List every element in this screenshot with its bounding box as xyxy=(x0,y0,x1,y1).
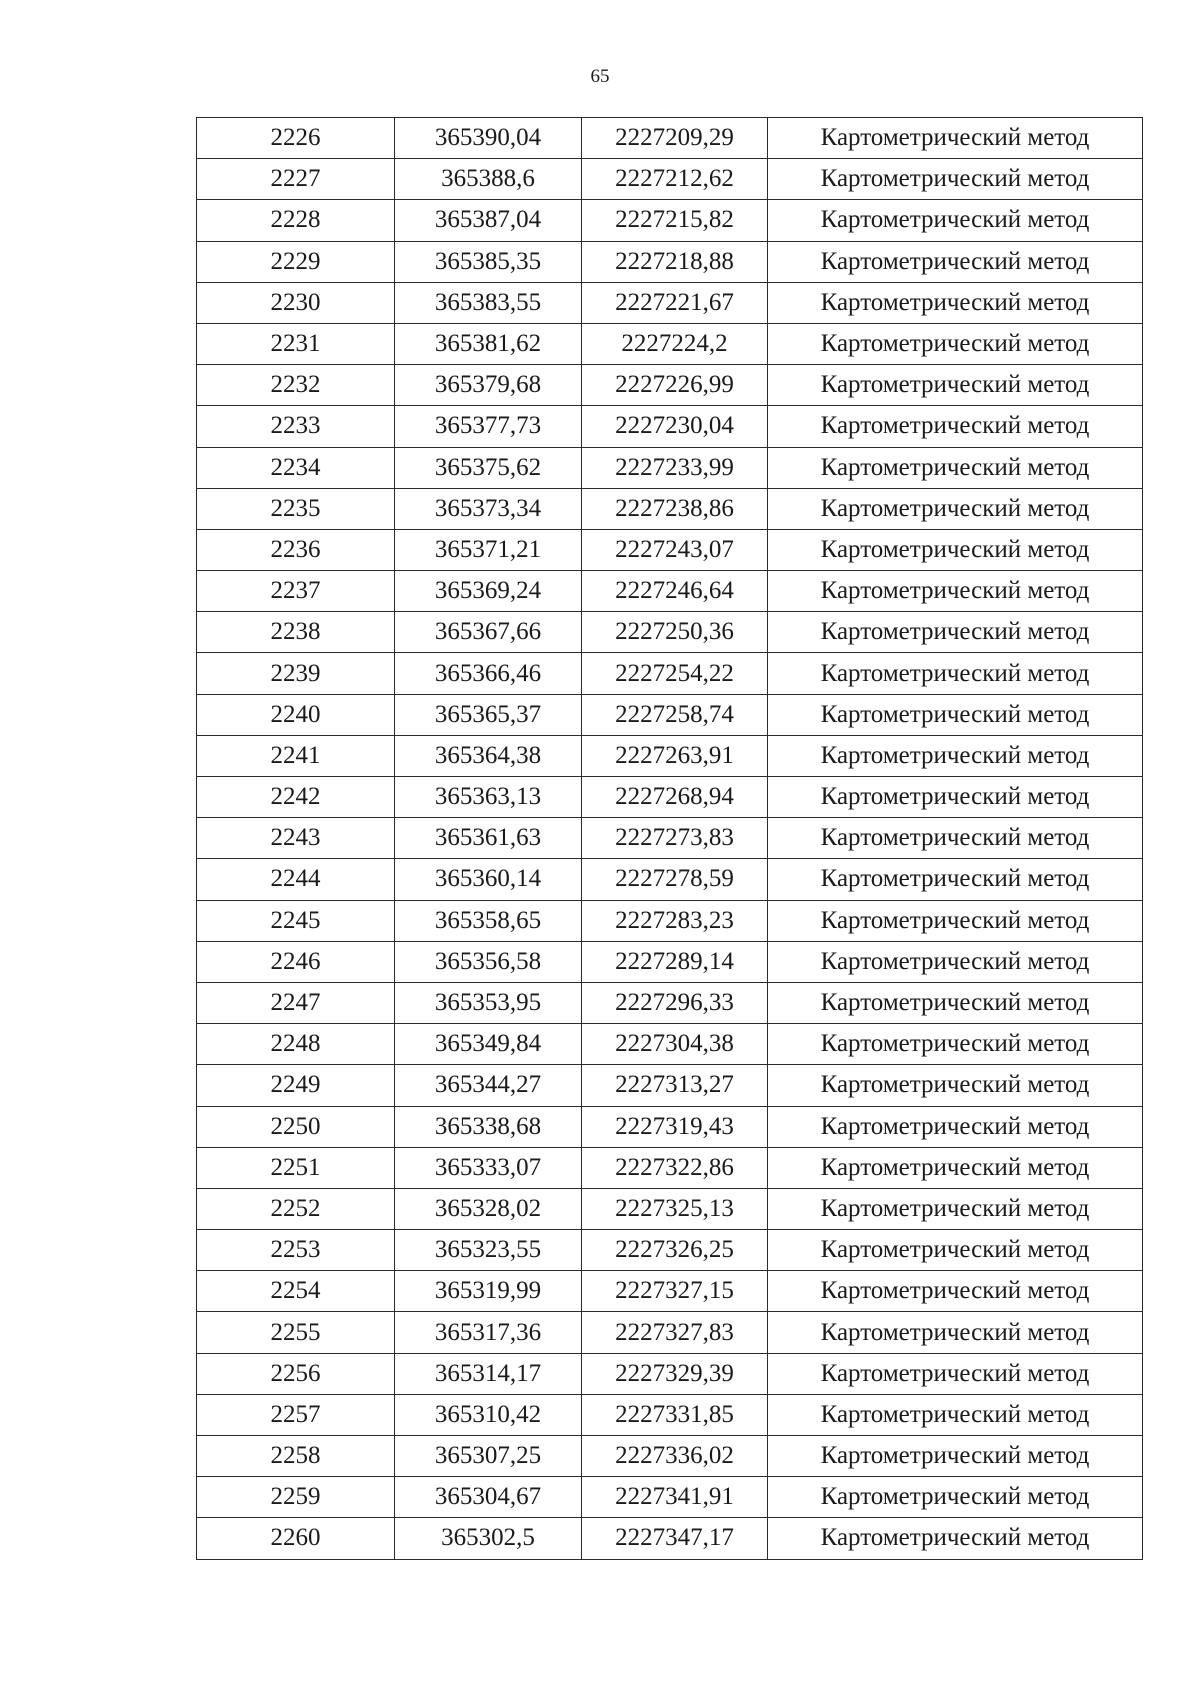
table-row xyxy=(197,777,1143,818)
x-coordinate-cell: 365371,21 xyxy=(395,529,582,570)
table-row xyxy=(197,1312,1143,1353)
table-row xyxy=(197,941,1143,982)
table-row xyxy=(197,1024,1143,1065)
y-coordinate-cell: 2227278,59 xyxy=(582,859,768,900)
y-coordinate-cell: 2227258,74 xyxy=(582,694,768,735)
method-cell: Картометрический метод xyxy=(768,1065,1143,1106)
point-number-cell: 2251 xyxy=(197,1147,395,1188)
table-row xyxy=(197,488,1143,529)
table-row xyxy=(197,1106,1143,1147)
table-row xyxy=(197,1230,1143,1271)
x-coordinate-cell: 365319,99 xyxy=(395,1271,582,1312)
table-row xyxy=(197,694,1143,735)
method-cell: Картометрический метод xyxy=(768,941,1143,982)
x-coordinate-cell: 365373,34 xyxy=(395,488,582,529)
point-number-cell: 2231 xyxy=(197,323,395,364)
x-coordinate-cell: 365375,62 xyxy=(395,447,582,488)
x-coordinate-cell: 365366,46 xyxy=(395,653,582,694)
x-coordinate-cell: 365369,24 xyxy=(395,571,582,612)
x-coordinate-cell: 365363,13 xyxy=(395,777,582,818)
y-coordinate-cell: 2227322,86 xyxy=(582,1147,768,1188)
table-row xyxy=(197,323,1143,364)
table-row xyxy=(197,612,1143,653)
y-coordinate-cell: 2227233,99 xyxy=(582,447,768,488)
table-row xyxy=(197,653,1143,694)
method-cell: Картометрический метод xyxy=(768,118,1143,159)
table-row xyxy=(197,1477,1143,1518)
table-row xyxy=(197,859,1143,900)
method-cell: Картометрический метод xyxy=(768,818,1143,859)
y-coordinate-cell: 2227250,36 xyxy=(582,612,768,653)
table-row xyxy=(197,982,1143,1023)
method-cell: Картометрический метод xyxy=(768,1353,1143,1394)
table-row xyxy=(197,118,1143,159)
x-coordinate-cell: 365356,58 xyxy=(395,941,582,982)
point-number-cell: 2243 xyxy=(197,818,395,859)
point-number-cell: 2254 xyxy=(197,1271,395,1312)
method-cell: Картометрический метод xyxy=(768,1436,1143,1477)
x-coordinate-cell: 365304,67 xyxy=(395,1477,582,1518)
x-coordinate-cell: 365353,95 xyxy=(395,982,582,1023)
method-cell: Картометрический метод xyxy=(768,1312,1143,1353)
table-row xyxy=(197,735,1143,776)
point-number-cell: 2250 xyxy=(197,1106,395,1147)
x-coordinate-cell: 365385,35 xyxy=(395,241,582,282)
table-row xyxy=(197,1518,1143,1559)
x-coordinate-cell: 365381,62 xyxy=(395,323,582,364)
table-row xyxy=(197,365,1143,406)
table-row xyxy=(197,571,1143,612)
y-coordinate-cell: 2227283,23 xyxy=(582,900,768,941)
x-coordinate-cell: 365333,07 xyxy=(395,1147,582,1188)
method-cell: Картометрический метод xyxy=(768,323,1143,364)
point-number-cell: 2238 xyxy=(197,612,395,653)
x-coordinate-cell: 365344,27 xyxy=(395,1065,582,1106)
point-number-cell: 2237 xyxy=(197,571,395,612)
point-number-cell: 2244 xyxy=(197,859,395,900)
point-number-cell: 2248 xyxy=(197,1024,395,1065)
point-number-cell: 2252 xyxy=(197,1188,395,1229)
x-coordinate-cell: 365317,36 xyxy=(395,1312,582,1353)
y-coordinate-cell: 2227289,14 xyxy=(582,941,768,982)
x-coordinate-cell: 365383,55 xyxy=(395,282,582,323)
point-number-cell: 2230 xyxy=(197,282,395,323)
method-cell: Картометрический метод xyxy=(768,571,1143,612)
table-row xyxy=(197,1436,1143,1477)
table-row xyxy=(197,1353,1143,1394)
y-coordinate-cell: 2227212,62 xyxy=(582,159,768,200)
y-coordinate-cell: 2227327,83 xyxy=(582,1312,768,1353)
y-coordinate-cell: 2227230,04 xyxy=(582,406,768,447)
point-number-cell: 2227 xyxy=(197,159,395,200)
point-number-cell: 2236 xyxy=(197,529,395,570)
x-coordinate-cell: 365365,37 xyxy=(395,694,582,735)
point-number-cell: 2235 xyxy=(197,488,395,529)
method-cell: Картометрический метод xyxy=(768,1147,1143,1188)
y-coordinate-cell: 2227273,83 xyxy=(582,818,768,859)
y-coordinate-cell: 2227263,91 xyxy=(582,735,768,776)
coordinates-table xyxy=(196,117,1143,1560)
coordinates-table-body xyxy=(197,118,1143,1560)
method-cell: Картометрический метод xyxy=(768,447,1143,488)
table-row xyxy=(197,1394,1143,1435)
point-number-cell: 2239 xyxy=(197,653,395,694)
y-coordinate-cell: 2227313,27 xyxy=(582,1065,768,1106)
y-coordinate-cell: 2227254,22 xyxy=(582,653,768,694)
y-coordinate-cell: 2227218,88 xyxy=(582,241,768,282)
x-coordinate-cell: 365364,38 xyxy=(395,735,582,776)
y-coordinate-cell: 2227327,15 xyxy=(582,1271,768,1312)
table-row xyxy=(197,900,1143,941)
point-number-cell: 2253 xyxy=(197,1230,395,1271)
y-coordinate-cell: 2227226,99 xyxy=(582,365,768,406)
method-cell: Картометрический метод xyxy=(768,777,1143,818)
method-cell: Картометрический метод xyxy=(768,1477,1143,1518)
method-cell: Картометрический метод xyxy=(768,200,1143,241)
x-coordinate-cell: 365310,42 xyxy=(395,1394,582,1435)
method-cell: Картометрический метод xyxy=(768,982,1143,1023)
point-number-cell: 2256 xyxy=(197,1353,395,1394)
method-cell: Картометрический метод xyxy=(768,159,1143,200)
method-cell: Картометрический метод xyxy=(768,1024,1143,1065)
table-row xyxy=(197,200,1143,241)
point-number-cell: 2255 xyxy=(197,1312,395,1353)
table-row xyxy=(197,1271,1143,1312)
point-number-cell: 2242 xyxy=(197,777,395,818)
y-coordinate-cell: 2227304,38 xyxy=(582,1024,768,1065)
x-coordinate-cell: 365307,25 xyxy=(395,1436,582,1477)
table-row xyxy=(197,1065,1143,1106)
y-coordinate-cell: 2227246,64 xyxy=(582,571,768,612)
y-coordinate-cell: 2227319,43 xyxy=(582,1106,768,1147)
method-cell: Картометрический метод xyxy=(768,859,1143,900)
y-coordinate-cell: 2227238,86 xyxy=(582,488,768,529)
y-coordinate-cell: 2227336,02 xyxy=(582,1436,768,1477)
point-number-cell: 2234 xyxy=(197,447,395,488)
y-coordinate-cell: 2227331,85 xyxy=(582,1394,768,1435)
x-coordinate-cell: 365390,04 xyxy=(395,118,582,159)
x-coordinate-cell: 365323,55 xyxy=(395,1230,582,1271)
x-coordinate-cell: 365338,68 xyxy=(395,1106,582,1147)
method-cell: Картометрический метод xyxy=(768,735,1143,776)
y-coordinate-cell: 2227329,39 xyxy=(582,1353,768,1394)
y-coordinate-cell: 2227326,25 xyxy=(582,1230,768,1271)
point-number-cell: 2241 xyxy=(197,735,395,776)
method-cell: Картометрический метод xyxy=(768,488,1143,529)
x-coordinate-cell: 365367,66 xyxy=(395,612,582,653)
point-number-cell: 2260 xyxy=(197,1518,395,1559)
table-row xyxy=(197,818,1143,859)
x-coordinate-cell: 365388,6 xyxy=(395,159,582,200)
point-number-cell: 2259 xyxy=(197,1477,395,1518)
point-number-cell: 2229 xyxy=(197,241,395,282)
method-cell: Картометрический метод xyxy=(768,1271,1143,1312)
method-cell: Картометрический метод xyxy=(768,1188,1143,1229)
method-cell: Картометрический метод xyxy=(768,406,1143,447)
y-coordinate-cell: 2227296,33 xyxy=(582,982,768,1023)
x-coordinate-cell: 365358,65 xyxy=(395,900,582,941)
x-coordinate-cell: 365379,68 xyxy=(395,365,582,406)
method-cell: Картометрический метод xyxy=(768,529,1143,570)
y-coordinate-cell: 2227215,82 xyxy=(582,200,768,241)
table-row xyxy=(197,406,1143,447)
table-row xyxy=(197,241,1143,282)
x-coordinate-cell: 365314,17 xyxy=(395,1353,582,1394)
point-number-cell: 2247 xyxy=(197,982,395,1023)
method-cell: Картометрический метод xyxy=(768,653,1143,694)
y-coordinate-cell: 2227341,91 xyxy=(582,1477,768,1518)
point-number-cell: 2257 xyxy=(197,1394,395,1435)
x-coordinate-cell: 365302,5 xyxy=(395,1518,582,1559)
y-coordinate-cell: 2227224,2 xyxy=(582,323,768,364)
y-coordinate-cell: 2227209,29 xyxy=(582,118,768,159)
method-cell: Картометрический метод xyxy=(768,1230,1143,1271)
y-coordinate-cell: 2227243,07 xyxy=(582,529,768,570)
method-cell: Картометрический метод xyxy=(768,694,1143,735)
method-cell: Картометрический метод xyxy=(768,900,1143,941)
method-cell: Картометрический метод xyxy=(768,282,1143,323)
method-cell: Картометрический метод xyxy=(768,612,1143,653)
x-coordinate-cell: 365377,73 xyxy=(395,406,582,447)
table-row xyxy=(197,159,1143,200)
method-cell: Картометрический метод xyxy=(768,1518,1143,1559)
table-row xyxy=(197,282,1143,323)
point-number-cell: 2249 xyxy=(197,1065,395,1106)
point-number-cell: 2228 xyxy=(197,200,395,241)
x-coordinate-cell: 365360,14 xyxy=(395,859,582,900)
x-coordinate-cell: 365328,02 xyxy=(395,1188,582,1229)
point-number-cell: 2240 xyxy=(197,694,395,735)
method-cell: Картометрический метод xyxy=(768,365,1143,406)
table-row xyxy=(197,1188,1143,1229)
x-coordinate-cell: 365349,84 xyxy=(395,1024,582,1065)
y-coordinate-cell: 2227325,13 xyxy=(582,1188,768,1229)
x-coordinate-cell: 365387,04 xyxy=(395,200,582,241)
point-number-cell: 2233 xyxy=(197,406,395,447)
point-number-cell: 2246 xyxy=(197,941,395,982)
y-coordinate-cell: 2227268,94 xyxy=(582,777,768,818)
table-row xyxy=(197,529,1143,570)
table-row xyxy=(197,447,1143,488)
x-coordinate-cell: 365361,63 xyxy=(395,818,582,859)
point-number-cell: 2226 xyxy=(197,118,395,159)
y-coordinate-cell: 2227347,17 xyxy=(582,1518,768,1559)
method-cell: Картометрический метод xyxy=(768,1106,1143,1147)
table-row xyxy=(197,1147,1143,1188)
point-number-cell: 2232 xyxy=(197,365,395,406)
point-number-cell: 2258 xyxy=(197,1436,395,1477)
method-cell: Картометрический метод xyxy=(768,241,1143,282)
point-number-cell: 2245 xyxy=(197,900,395,941)
page-number: 65 xyxy=(590,66,610,87)
y-coordinate-cell: 2227221,67 xyxy=(582,282,768,323)
method-cell: Картометрический метод xyxy=(768,1394,1143,1435)
